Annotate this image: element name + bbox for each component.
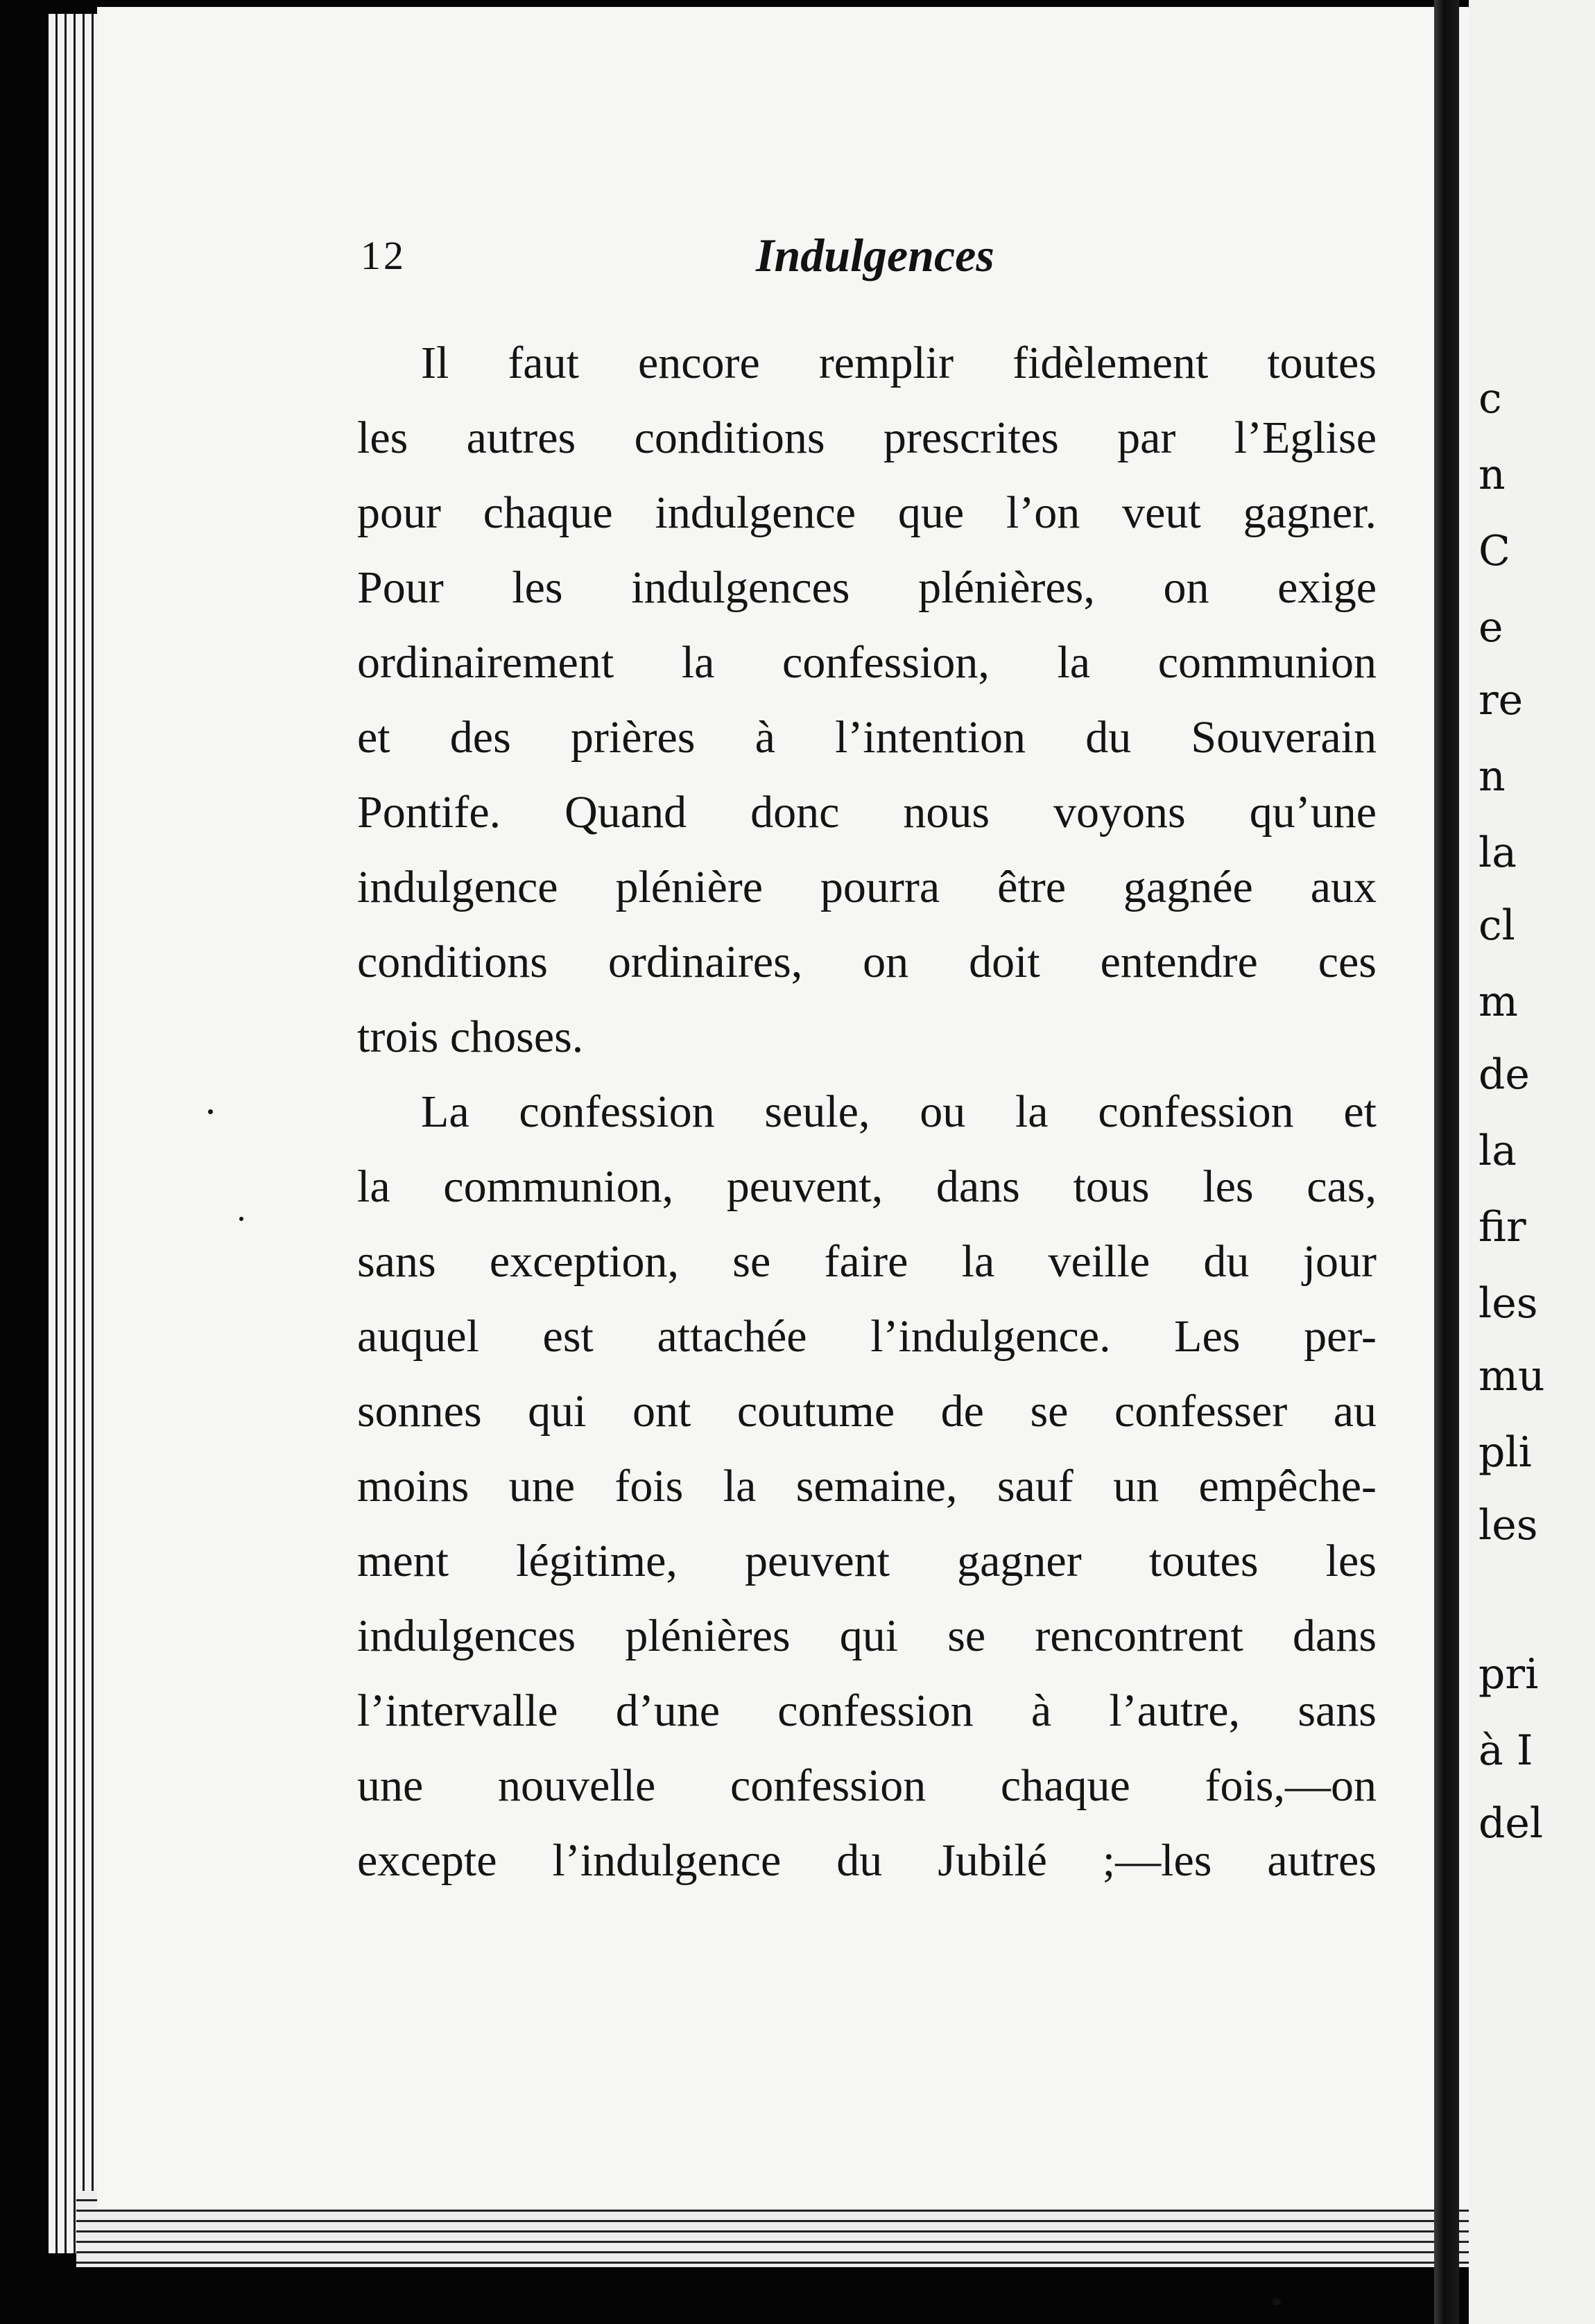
facing-text-fragment: del (1478, 1799, 1544, 1848)
facing-text-fragment: les (1478, 1501, 1538, 1550)
text-line: excepte l’indulgence du Jubilé ;—les autres (357, 1835, 1377, 1886)
facing-text-fragment: cl (1478, 901, 1515, 950)
facing-text-fragment: n (1478, 451, 1506, 499)
text-line: moins une fois la semaine, sauf un empêche- (357, 1461, 1377, 1511)
text-line: indulgence plénière pourra être gagnée aux (357, 862, 1377, 912)
facing-text-fragment: re (1478, 676, 1524, 725)
text-line: trois choses. (357, 1012, 584, 1062)
page-number: 12 (361, 233, 406, 278)
scan-speck (239, 1217, 243, 1221)
scan-speck (1273, 2298, 1281, 2305)
running-head (361, 229, 1373, 295)
text-line: indulgences plénières qui se rencontrent dans (357, 1611, 1377, 1661)
facing-text-fragment: de (1478, 1050, 1530, 1099)
facing-text-fragment: pri (1478, 1650, 1539, 1699)
running-title: Indulgences (756, 229, 994, 281)
facing-text-fragment: n (1478, 752, 1506, 801)
facing-text-fragment: pli (1478, 1428, 1532, 1477)
text-line: la communion, peuvent, dans tous les cas, (357, 1161, 1377, 1212)
facing-text-fragment: m (1478, 978, 1518, 1026)
text-line: conditions ordinaires, on doit entendre ces (357, 937, 1377, 987)
facing-text-fragment: c (1478, 374, 1502, 423)
text-line: une nouvelle confession chaque fois,—on (357, 1760, 1377, 1811)
text-line: Pour les indulgences plénières, on exige (357, 562, 1377, 613)
facing-text-fragment: e (1478, 603, 1503, 652)
text-line: Pontife. Quand donc nous voyons qu’une (357, 787, 1377, 838)
scan-speck (208, 1109, 213, 1114)
text-line: La confession seule, ou la confession et (421, 1086, 1377, 1137)
text-line: pour chaque indulgence que l’on veut gagner. (357, 487, 1377, 538)
paragraph-1 (357, 326, 1377, 1075)
facing-text-fragment: la (1478, 1127, 1517, 1175)
paragraph-2 (357, 1075, 1377, 1898)
facing-text-fragment: la (1478, 829, 1517, 877)
facing-text-fragment: fir (1478, 1203, 1526, 1251)
text-line: ordinairement la confession, la communion (357, 637, 1377, 688)
facing-text-fragment: à I (1478, 1726, 1533, 1775)
text-line: les autres conditions prescrites par l’Eglise (357, 413, 1377, 463)
facing-text-fragment: C (1478, 527, 1510, 575)
text-line: auquel est attachée l’indulgence. Les per- (357, 1311, 1377, 1362)
text-line: sonnes qui ont coutume de se confesser au (357, 1386, 1377, 1437)
text-line: et des prières à l’intention du Souverain (357, 712, 1377, 763)
book-gutter (1434, 0, 1459, 2324)
body-text (357, 326, 1377, 1898)
text-line: ment légitime, peuvent gagner toutes les (357, 1536, 1377, 1586)
facing-page-fragment (1469, 0, 1595, 2324)
facing-text-fragment: mu (1478, 1352, 1545, 1401)
facing-text-fragment: les (1478, 1279, 1538, 1328)
text-line: sans exception, se faire la veille du jour (357, 1236, 1377, 1287)
text-line: Il faut encore remplir fidèlement toutes (421, 338, 1377, 388)
text-line: l’intervalle d’une confession à l’autre, sans (357, 1685, 1377, 1736)
